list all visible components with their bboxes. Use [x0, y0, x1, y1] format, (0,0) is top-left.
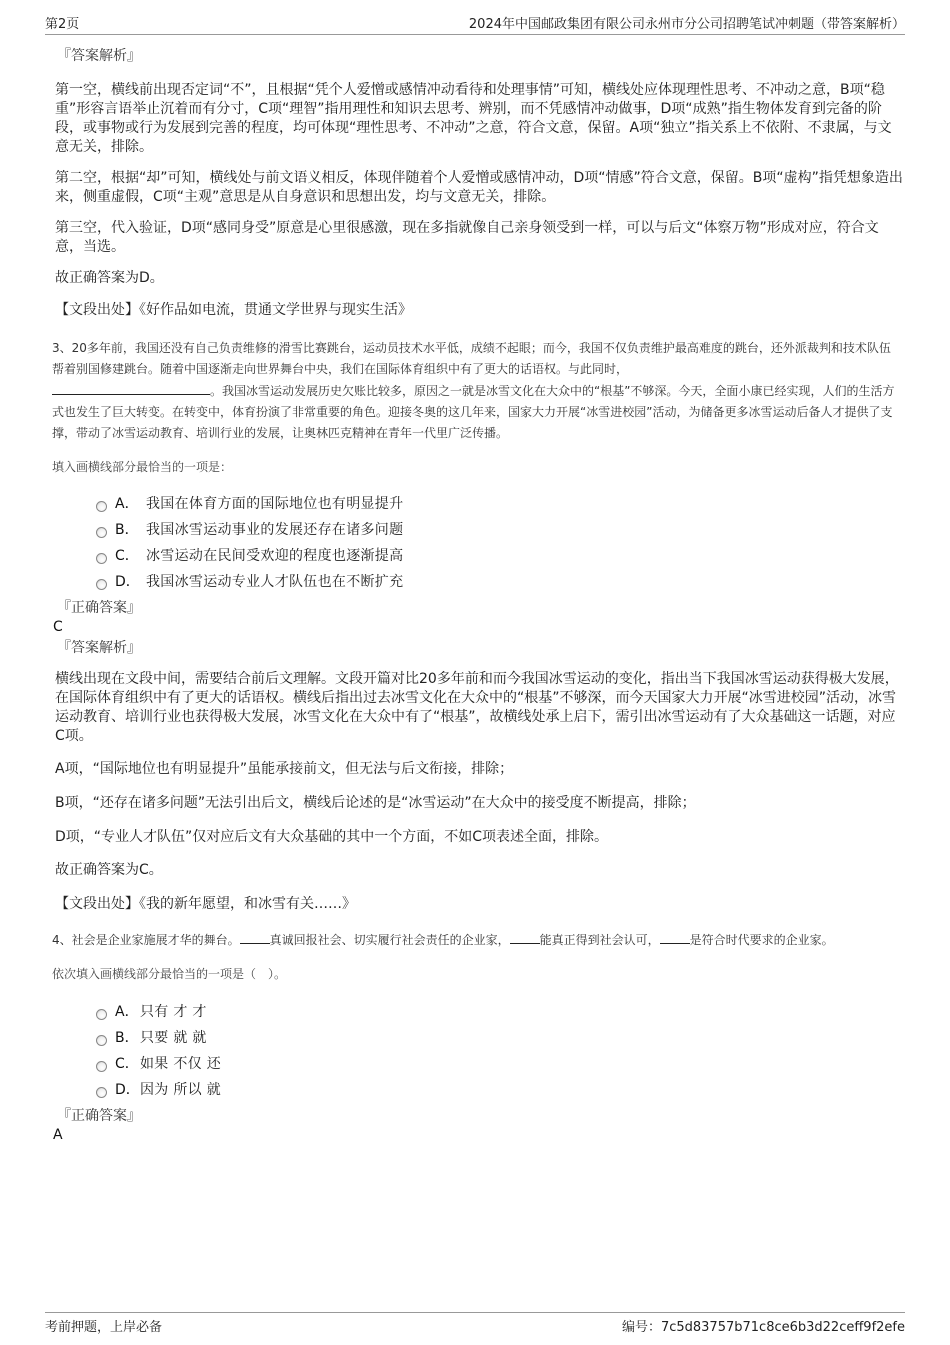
fill-blank-line: [660, 931, 690, 944]
footer-slogan: 考前押题，上岸必备: [45, 1320, 163, 1335]
option-text: 因为 所以 就: [140, 1082, 221, 1098]
option-text: 我国在体育方面的国际地位也有明显提升: [146, 496, 404, 512]
radio-button-icon[interactable]: [96, 501, 107, 512]
page-number: 第2页: [45, 17, 80, 32]
option-c[interactable]: [55, 1050, 905, 1076]
option-a[interactable]: [55, 998, 905, 1024]
correct-answer-value: A: [53, 1127, 63, 1143]
answer-options: [55, 490, 905, 594]
conclusion-text: 故正确答案为D。: [55, 270, 164, 286]
fill-blank-line: [240, 931, 270, 944]
correct-answer-value: C: [53, 619, 63, 635]
option-d[interactable]: [55, 1076, 905, 1102]
option-letter: D．: [115, 1082, 140, 1098]
question-text-part: 真诚回报社会、切实履行社会责任的企业家，: [269, 933, 510, 947]
answer-analysis-label: 『答案解析』: [57, 48, 141, 64]
answer-analysis-label: 『答案解析』: [57, 640, 141, 656]
analysis-option-a: A项，“国际地位也有明显提升”虽能承接前文，但无法与后文衔接，排除；: [55, 761, 514, 777]
q2-analysis-section: [55, 45, 905, 320]
question-stem: [52, 930, 902, 951]
option-letter: D．: [115, 574, 140, 590]
analysis-paragraph: 第二空，根据“却”可知，横线处与前文语义相反，体现伴随着个人爱憎或感情冲动，D项“情感”符合文意，保留。B项“虚构”指凭想象造出来，侧重虚假，C项“主观”意思是从自身意识和思想出发，均与文意无关，排除。: [55, 170, 903, 205]
option-b[interactable]: [55, 1024, 905, 1050]
option-letter: C．: [115, 548, 139, 564]
answer-options: [55, 998, 905, 1102]
option-text: 如果 不仅 还: [140, 1056, 221, 1072]
option-letter: A．: [115, 1004, 139, 1020]
analysis-paragraph: 第三空，代入验证，D项“感同身受”原意是心里很感激，现在多指就像自己亲身领受到一样，可以与后文“体察万物”形成对应，符合文意，当选。: [55, 220, 879, 255]
analysis-option-d: D项，“专业人才队伍”仅对应后文有大众基础的其中一个方面，不如C项表述全面，排除。: [55, 829, 609, 845]
option-letter: A．: [115, 496, 139, 512]
page-header: [45, 12, 905, 35]
option-d[interactable]: [55, 568, 905, 594]
option-text: 只要 就 就: [140, 1030, 207, 1046]
option-text: 我国冰雪运动专业人才队伍也在不断扩充: [146, 574, 404, 590]
question-4: [52, 930, 905, 1144]
page-footer: [45, 1312, 905, 1335]
question-prompt: 填入画横线部分最恰当的一项是：: [52, 460, 233, 474]
question-prompt: 依次填入画横线部分最恰当的一项是（ ）。: [52, 967, 287, 981]
option-c[interactable]: [55, 542, 905, 568]
radio-button-icon[interactable]: [96, 1087, 107, 1098]
question-3: [52, 338, 905, 914]
analysis-paragraph: 横线出现在文段中间，需要结合前后文理解。文段开篇对比20多年前和而今我国冰雪运动的变化，指出当下我国冰雪运动获得极大发展，在国际体育组织中有了更大的话语权。横线后指出过去冰雪文化在大众中的“根基”不够深，而今天国家大力开展“冰雪进校园”活动，冰雪运动教育、培训行业也获得极大发展，冰雪文化在大众中有了“根基”，故横线处承上启下，需引出冰雪运动有了大众基础这一话题，对应C项。: [55, 671, 899, 744]
radio-button-icon[interactable]: [96, 1035, 107, 1046]
correct-answer-label: 『正确答案』: [57, 600, 141, 616]
fill-blank-line: [510, 931, 540, 944]
radio-button-icon[interactable]: [96, 553, 107, 564]
correct-answer-label: 『正确答案』: [57, 1108, 141, 1124]
option-b[interactable]: [55, 516, 905, 542]
option-text: 只有 才 才: [140, 1004, 207, 1020]
question-text-part: 能真正得到社会认可，: [539, 933, 660, 947]
conclusion-text: 故正确答案为C。: [55, 862, 163, 878]
analysis-option-b: B项，“还存在诸多问题”无法引出后文，横线后论述的是“冰雪运动”在大众中的接受度不断提高，排除；: [55, 795, 696, 811]
analysis-paragraph: 第一空，横线前出现否定词“不”，且根据“凭个人爱憎或感情冲动看待和处理事情”可知，横线处应体现理性思考、不冲动之意，B项“稳重”形容言语举止沉着而有分寸，C项“理智”指用理性和知识去思考、辨别，而不凭感情冲动做事，D项“成熟”指生物体发育到完备的阶段，或事物或行为发展到完善的程度，均可体现“理性思考、不冲动”之意，符合文意，保留。A项“独立”指关系上不依附、不隶属，与文意无关，排除。: [55, 82, 892, 155]
question-stem: [52, 338, 902, 444]
document-title: 2024年中国邮政集团有限公司永州市分公司招聘笔试冲刺题（带答案解析）: [468, 17, 905, 32]
option-letter: C．: [115, 1056, 139, 1072]
source-citation: 【文段出处】《我的新年愿望，和冰雪有关……》: [55, 896, 356, 912]
question-text-after-blank: 。我国冰雪运动发展历史欠账比较多，原因之一就是冰雪文化在大众中的“根基”不够深。今天，全面小康已经实现，人们的生活方式也发生了巨大转变。在转变中，体育扮演了非常重要的角色。迎接冬奥的这几年来，国家大力开展“冰雪进校园”活动，为储备更多冰雪运动后备人才提供了支撑，带动了冰雪运动教育、培训行业的发展，让奥林匹克精神在青年一代里广泛传播。: [52, 384, 895, 440]
question-text-part: 4、社会是企业家施展才华的舞台。: [52, 933, 240, 947]
page-content: [52, 45, 905, 1144]
option-a[interactable]: [55, 490, 905, 516]
option-letter: B．: [115, 522, 139, 538]
option-text: 我国冰雪运动事业的发展还存在诸多问题: [146, 522, 404, 538]
serial-value: 7c5d83757b71c8ce6b3d22ceff9f2efe: [660, 1320, 905, 1335]
option-text: 冰雪运动在民间受欢迎的程度也逐渐提高: [146, 548, 404, 564]
question-text-before-blank: 3、20多年前，我国还没有自己负责维修的滑雪比赛跳台，运动员技术水平低，成绩不起眼；而今，我国不仅负责维护最高难度的跳台，还外派裁判和技术队伍帮着别国修建跳台。随着中国逐渐走向世界舞台中央，我们在国际体育组织中有了更大的话语权。与此同时，: [52, 341, 891, 376]
radio-button-icon[interactable]: [96, 1061, 107, 1072]
fill-blank-line: [52, 380, 210, 395]
radio-button-icon[interactable]: [96, 579, 107, 590]
source-citation: 【文段出处】《好作品如电流，贯通文学世界与现实生活》: [55, 302, 412, 318]
serial-number: [622, 1316, 905, 1335]
radio-button-icon[interactable]: [96, 527, 107, 538]
radio-button-icon[interactable]: [96, 1009, 107, 1020]
serial-label: 编号：: [621, 1320, 661, 1335]
option-letter: B．: [115, 1030, 139, 1046]
question-text-part: 是符合时代要求的企业家。: [689, 933, 834, 947]
